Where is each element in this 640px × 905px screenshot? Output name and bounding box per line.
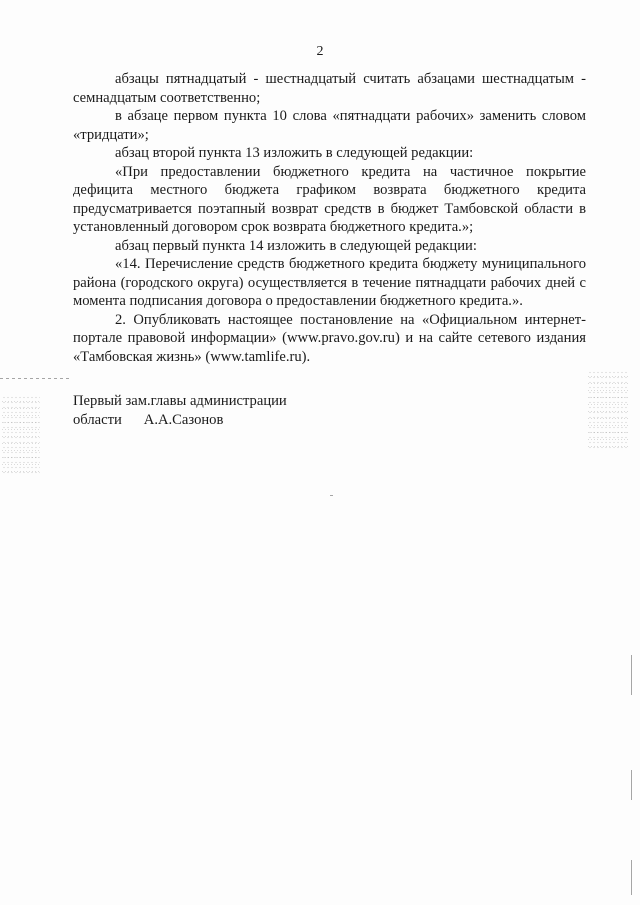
paragraph-2: в абзаце первом пункта 10 слова «пятнадцати рабочих» заменить словом «тридцати»; <box>73 108 586 143</box>
scan-edge-mark <box>631 655 632 695</box>
scan-speck <box>330 495 333 496</box>
signature-position-region: области <box>73 411 122 428</box>
signature-block <box>73 392 287 429</box>
document-body <box>73 70 586 366</box>
scan-noise-right <box>588 370 628 450</box>
scan-edge-mark <box>631 860 632 895</box>
scan-edge-mark <box>631 770 632 800</box>
paragraph-6: «14. Перечисление средств бюджетного кредита бюджету муниципального района (городского округа) осуществляется в течение пятнадцати рабочих дней с момента подписания договора о предоставлении бюджетного кредита.». <box>73 256 586 309</box>
page-number: 2 <box>316 44 324 59</box>
paragraph-5: абзац первый пункта 14 изложить в следующей редакции: <box>115 237 477 254</box>
paragraph-3: абзац второй пункта 13 изложить в следующей редакции: <box>115 145 474 161</box>
signatory-name: А.А.Сазонов <box>143 411 224 428</box>
signature-position-line-1: Первый зам.главы администрации <box>73 393 287 409</box>
signature-position-line-2 <box>73 411 287 430</box>
scan-artifact-line <box>0 378 70 379</box>
paragraph-1: абзацы пятнадцатый - шестнадцатый считать абзацами шестнадцатым - семнадцатым соответственно; <box>73 71 586 106</box>
paragraph-7: 2. Опубликовать настоящее постановление на «Официальном интернет-портале правовой информации» (www.pravo.gov.ru) и на сайте сетевого издания «Тамбовская жизнь» (www.tamlife.ru). <box>73 311 586 365</box>
paragraph-4: «При предоставлении бюджетного кредита на частичное покрытие дефицита местного бюджета графиком возврата бюджетного кредита предусматривается поэтапный возврат средств в бюджет Тамбовской области в установленный договором срок возврата бюджетного кредита.»; <box>73 163 586 235</box>
scan-noise-left <box>2 395 40 475</box>
